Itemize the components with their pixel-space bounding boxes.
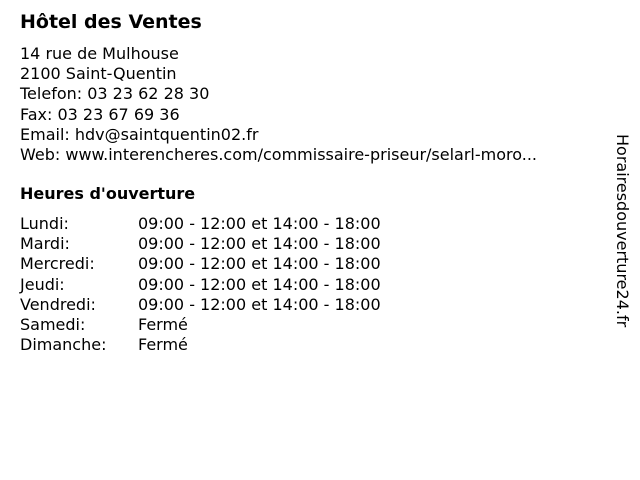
day-hours: 09:00 - 12:00 et 14:00 - 18:00 (138, 214, 381, 233)
fax-number: Fax: 03 23 67 69 36 (20, 104, 180, 124)
day-label: Lundi: (20, 214, 69, 233)
day-label: Mercredi: (20, 254, 95, 274)
day-hours: 09:00 - 12:00 et 14:00 - 18:00 (138, 234, 381, 254)
day-hours: Fermé (138, 335, 188, 355)
day-hours: 09:00 - 12:00 et 14:00 - 18:00 (138, 294, 381, 314)
day-label: Vendredi: (20, 294, 96, 314)
day-label: Samedi: (20, 314, 86, 334)
day-label: Jeudi: (20, 274, 65, 294)
day-label: Dimanche: (20, 335, 107, 355)
email-address: Email: hdv@saintquentin02.fr (20, 124, 259, 144)
day-hours: 09:00 - 12:00 et 14:00 - 18:00 (138, 254, 381, 274)
day-hours: Fermé (138, 314, 188, 334)
website-url: Web: www.interencheres.com/commissaire-priseur/selarl-moro... (20, 145, 538, 165)
opening-hours-heading: Heures d'ouverture (20, 184, 196, 203)
day-label: Mardi: (20, 234, 70, 254)
site-watermark: Horairesdouverture24.fr (613, 134, 632, 328)
address-line-1: 14 rue de Mulhouse (20, 44, 179, 63)
business-name: Hôtel des Ventes (20, 11, 202, 33)
day-hours: 09:00 - 12:00 et 14:00 - 18:00 (138, 274, 381, 294)
contact-info (20, 44, 537, 165)
phone-number: Telefon: 03 23 62 28 30 (20, 84, 210, 104)
address-line-2: 2100 Saint-Quentin (20, 64, 177, 84)
